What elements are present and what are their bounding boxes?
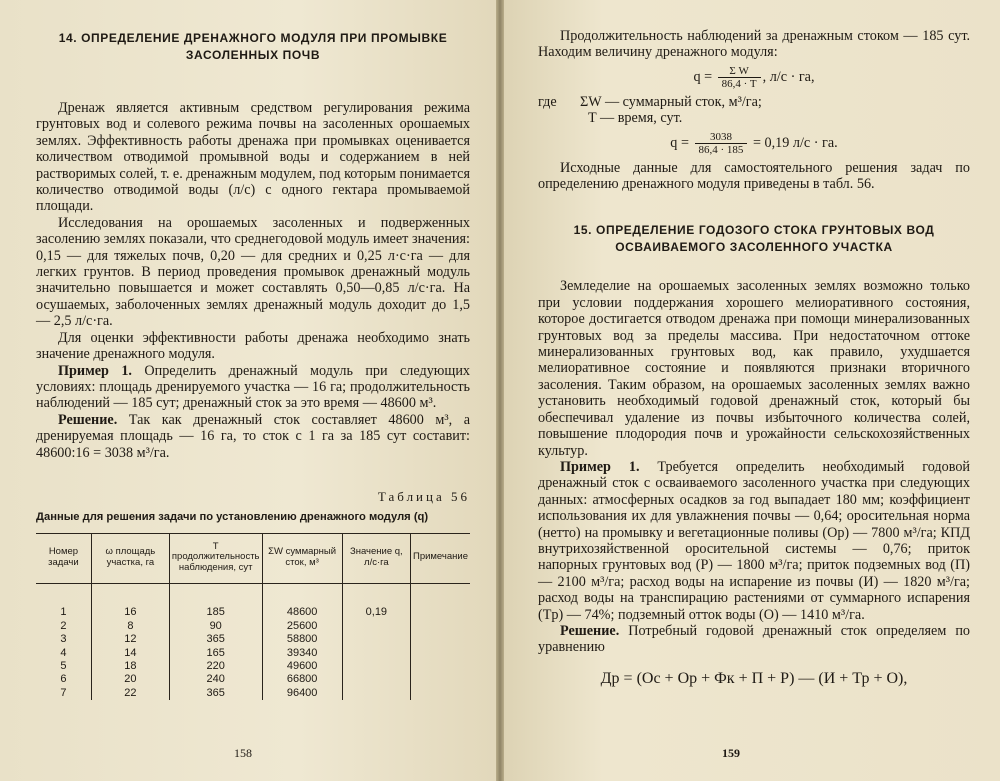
fraction: $\frac{\text{Σ W}}{86,4 \cdot T}$ <box>718 65 761 90</box>
solution-text: Так как дренажный сток составляет 48600 м³, а дренируемая площадь — 16 га, то сток с 1 га за 185 сут составит: 48600:16 = 3038 м³/га. <box>36 411 470 461</box>
section-title-15: 15. ОПРЕДЕЛЕНИЕ ГОДОЗОГО СТОКА ГРУНТОВЫХ ВОД ОСВАИВАЕМОГО ЗАСОЛЕННОГО УЧАСТКА <box>573 223 935 255</box>
col-header: Примечание <box>410 533 470 584</box>
page-number: 158 <box>234 746 252 760</box>
paragraph: Для оценки эффективности работы дренажа необходимо знать значение дренажного модуля. <box>36 329 470 363</box>
fraction: $\frac{3038}{86,4 \cdot 185}$ <box>695 131 748 156</box>
formula-q: q = $\frac{\text{Σ W}}{86,4 \cdot T}$ , л/с · га, <box>693 64 815 90</box>
paragraph: Дренаж является активным средством регулирования режима грунтовых вод и солевого режима почвы на засоленных орошаемых землях. Эффективность работы дренажа при промывках оценивается количеством отводимой промывной воды и содержанием в ней растворимых солей, т. е. дренажным модулем, под которым понимается количество отводимой воды (л/с) с одного гектара промываемой площади. <box>36 100 470 215</box>
drainage-table <box>36 533 470 700</box>
formula-legend: где ΣW — суммарный сток, м³/га; T — время, сут. <box>538 93 762 127</box>
example-text: Определить дренажный модуль при следующих условиях: площадь дренируемого участка — 16 га; продолжительность наблюдений — 185 сут; дренажный сток за это время — 48600 м³. <box>36 362 471 412</box>
example-label: Пример 1. <box>58 362 132 379</box>
table-caption: Данные для решения задачи по установлению дренажного модуля (q) <box>36 510 429 523</box>
col-header: Т продолжительность наблюдения, сут <box>169 533 262 584</box>
paragraph: Земледелие на орошаемых засоленных землях возможно только при условии поддержания хорошего мелиоративного состояния, которое достигается отводом дренажа при помощи минерализованных грунтовых вод за пределы массива. При недостаточном оттоке минерализованных грунтовых вод, как правило, ухудшается мелиоративное состояние и появляются признаки вторичного засоления. Таким образом, на орошаемых засоленных землях важно установить необходимый годовой дренажный сток, который бы обеспечивал удаление из почвы избыточного количества солей, повышение плодородия почв и урожайности сельскохозяйственных культур. <box>538 278 970 459</box>
solution-paragraph <box>538 623 970 656</box>
formula-q-value: q = $\frac{3038}{86,4 \cdot 185}$ = 0,19 л/с · га. <box>670 130 838 156</box>
table-row: 2 8 90 25600 <box>36 620 470 633</box>
example-paragraph <box>538 459 970 623</box>
paragraph: Продолжительность наблюдений за дренажным стоком — 185 сут. Находим величину дренажного модуля: <box>538 28 970 61</box>
example-label: Пример 1. <box>560 458 640 475</box>
col-header: Номер задачи <box>36 533 91 584</box>
drainage-equation: Др = (Oс + Oр + Фк + П + Р) — (И + Тр + О), <box>600 669 908 687</box>
page-number: 159 <box>722 746 740 760</box>
section-title-14: 14. ОПРЕДЕЛЕНИЕ ДРЕНАЖНОГО МОДУЛЯ ПРИ ПРОМЫВКЕ ЗАСОЛЕННЫХ ПОЧВ <box>58 31 448 62</box>
col-header: ω площадь участка, га <box>91 533 169 584</box>
solution-text: Потребный годовой дренажный сток определяем по уравнению <box>538 622 970 656</box>
paragraph: Исследования на орошаемых засоленных и подверженных засолению землях показали, что среднегодовой модуль имеет значения: 0,15 — для тяжелых почв, 0,20 — для средних и 0,25 л·с·га — для легких грунтов. В период проведения промывок дренажный модуль значительно повышается и может составлять 0,50—0,85 л/с·га. На осушаемых, заболоченных землях дренажный модуль доходит до 1,5 — 2,5 л/с·га. <box>36 214 470 330</box>
solution-paragraph <box>36 412 470 461</box>
paragraph: Исходные данные для самостоятельного решения задач по определению дренажного модуля приведены в табл. 56. <box>538 159 970 193</box>
left-body <box>36 100 470 461</box>
table-row: 3 12 365 58800 <box>36 633 470 646</box>
example-paragraph <box>36 363 470 412</box>
solution-label: Решение. <box>58 411 118 428</box>
table-row: 5 18 220 49600 <box>36 660 470 673</box>
table-row: 7 22 365 96400 <box>36 687 470 700</box>
left-page <box>0 0 496 781</box>
table-row: 4 14 165 39340 <box>36 647 470 660</box>
table-row: 6 20 240 66800 <box>36 673 470 686</box>
book-gutter <box>496 0 504 781</box>
example-text: Требуется определить необходимый годовой дренажный сток с осваиваемого засоленного участка при следующих данных: атмосферных осадков за год выпадает 180 мм; коэффициент использования их для увлажнения почвы — 0,64; оросительная норма (нетто) на промывку и вегетационные поливы (Oр) — 7800 м³/га; КПД внутрихозяйственной оросительной системы — 0,76; приток напорных грунтовых вод (Р) — 1800 м³/га; приток подземных вод (П) — 2100 м³/га; расход воды на испарение из почвы (И) — 1820 м³/га; расход воды на транспирацию растениями от суммарного испарения (Tр) — 74%; подземный отток воды (О) — 1410 м³/га. <box>538 458 971 623</box>
table-row: 1 16 185 48600 0,19 <box>36 584 470 620</box>
col-header: ΣW суммарный сток, м³ <box>262 533 342 584</box>
solution-label: Решение. <box>560 622 620 639</box>
table-number: Таблица 56 <box>377 488 470 504</box>
col-header: Значение q, л/с·га <box>342 533 410 584</box>
right-page <box>504 0 1000 781</box>
